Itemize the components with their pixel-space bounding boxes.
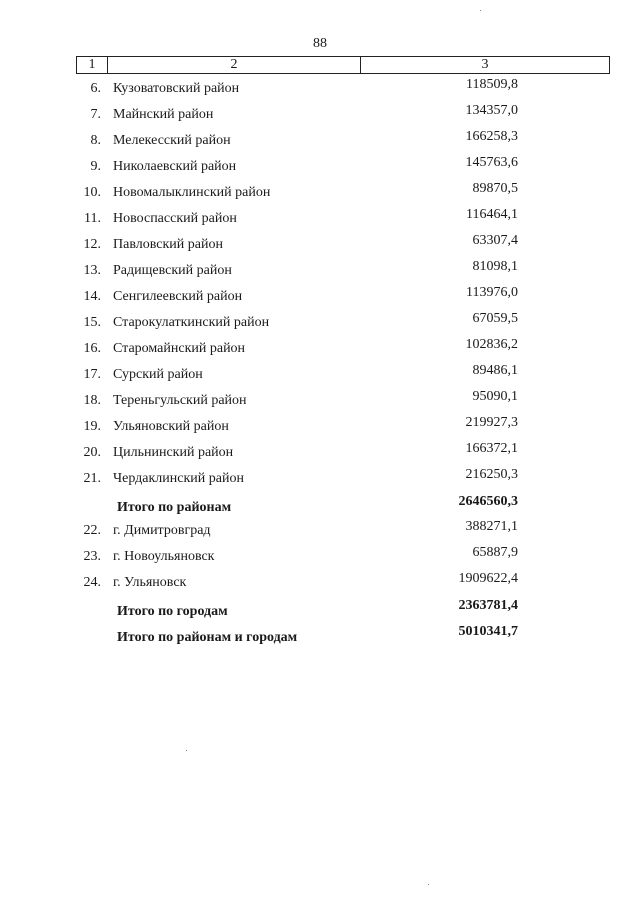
- scan-speck: [428, 884, 429, 885]
- row-name: Тереньгульский район: [113, 393, 247, 408]
- row-name: Итого по районам: [117, 500, 232, 515]
- row-name: Николаевский район: [113, 159, 237, 174]
- scan-speck: [480, 10, 481, 11]
- row-value: 67059,5: [472, 311, 518, 326]
- row-name: Старомайнский район: [113, 341, 246, 356]
- row-name: Чердаклинский район: [113, 471, 244, 486]
- row-number: 7.: [90, 107, 101, 122]
- row-name: Сурский район: [113, 367, 203, 382]
- row-number: 9.: [90, 159, 101, 174]
- table-row: [0, 545, 640, 571]
- row-name: Сенгилеевский район: [113, 289, 243, 304]
- row-number: 6.: [90, 81, 101, 96]
- row-number: 23.: [83, 549, 101, 564]
- table-row: [0, 181, 640, 207]
- row-value: 2363781,4: [458, 598, 518, 613]
- row-number: 11.: [84, 211, 101, 226]
- row-name: Итого по районам и городам: [117, 630, 298, 645]
- row-value: 65887,9: [472, 545, 518, 560]
- row-value: 116464,1: [466, 207, 518, 222]
- row-name: Кузоватовский район: [113, 81, 240, 96]
- table-row: [0, 129, 640, 155]
- row-value: 134357,0: [465, 103, 518, 118]
- row-number: 17.: [83, 367, 101, 382]
- row-number: 22.: [83, 523, 101, 538]
- table-row: [0, 103, 640, 129]
- table-row: [0, 389, 640, 415]
- grand-total-row: [0, 623, 640, 649]
- table-row: [0, 337, 640, 363]
- table-row: [0, 519, 640, 545]
- header-col-3: 3: [481, 57, 489, 72]
- row-value: 216250,3: [465, 467, 518, 482]
- row-value: 63307,4: [472, 233, 518, 248]
- row-number: 16.: [83, 341, 101, 356]
- row-name: Павловский район: [113, 237, 223, 252]
- row-number: 20.: [83, 445, 101, 460]
- table-body: [0, 77, 640, 649]
- row-number: 24.: [83, 575, 101, 590]
- table-row: [0, 363, 640, 389]
- row-name: Цильнинский район: [113, 445, 234, 460]
- table-row: [0, 77, 640, 103]
- row-name: г. Новоульяновск: [113, 549, 215, 564]
- row-name: г. Димитровград: [113, 523, 211, 538]
- header-col-2: 2: [108, 57, 361, 73]
- row-name: Радищевский район: [113, 263, 232, 278]
- table-row: [0, 441, 640, 467]
- row-value: 5010341,7: [458, 624, 518, 639]
- row-value: 166258,3: [465, 129, 518, 144]
- row-value: 166372,1: [465, 441, 518, 456]
- table-row: [0, 207, 640, 233]
- page-number: 88: [313, 36, 327, 51]
- table-row: [0, 571, 640, 597]
- row-value: 388271,1: [465, 519, 518, 534]
- row-number: 15.: [83, 315, 101, 330]
- subtotal-row-cities: [0, 597, 640, 623]
- row-value: 89486,1: [472, 363, 518, 378]
- row-name: г. Ульяновск: [113, 575, 187, 590]
- row-number: 19.: [83, 419, 101, 434]
- row-name: Мелекесский район: [113, 133, 231, 148]
- table-row: [0, 311, 640, 337]
- table-row: [0, 259, 640, 285]
- header-col-1: 1: [77, 57, 108, 73]
- row-number: 12.: [83, 237, 101, 252]
- row-value: 145763,6: [465, 155, 518, 170]
- row-number: 14.: [83, 289, 101, 304]
- row-name: Новоспасский район: [113, 211, 237, 226]
- row-value: 1909622,4: [458, 571, 518, 586]
- row-value: 118509,8: [466, 77, 518, 92]
- row-number: 18.: [83, 393, 101, 408]
- row-value: 219927,3: [465, 415, 518, 430]
- table-row: [0, 467, 640, 493]
- scan-speck: [186, 750, 187, 751]
- row-value: 2646560,3: [458, 494, 518, 509]
- row-number: 13.: [83, 263, 101, 278]
- table-header: [76, 56, 610, 74]
- row-value: 95090,1: [472, 389, 518, 404]
- row-value: 89870,5: [472, 181, 518, 196]
- row-name: Итого по городам: [117, 604, 228, 619]
- row-number: 8.: [90, 133, 101, 148]
- row-value: 102836,2: [465, 337, 518, 352]
- table-row: [0, 285, 640, 311]
- row-value: 113976,0: [466, 285, 518, 300]
- row-name: Майнский район: [113, 107, 214, 122]
- row-number: 10.: [83, 185, 101, 200]
- row-name: Старокулаткинский район: [113, 315, 270, 330]
- table-row: [0, 233, 640, 259]
- row-name: Новомалыклинский район: [113, 185, 271, 200]
- row-name: Ульяновский район: [113, 419, 229, 434]
- row-value: 81098,1: [472, 259, 518, 274]
- row-number: 21.: [83, 471, 101, 486]
- table-row: [0, 155, 640, 181]
- table-row: [0, 415, 640, 441]
- subtotal-row-districts: [0, 493, 640, 519]
